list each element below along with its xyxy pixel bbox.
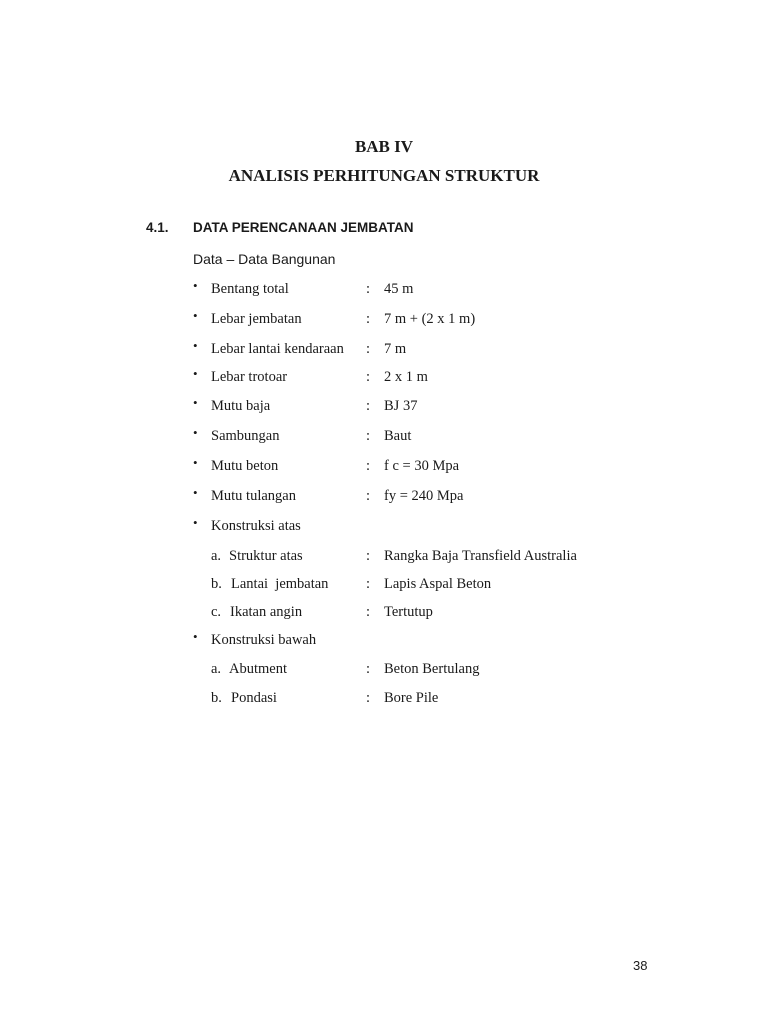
bullet-icon: • (193, 485, 198, 500)
item-value: 7 m + (2 x 1 m) (384, 311, 476, 327)
sub-item-separator: : (366, 690, 371, 706)
subheading: Data – Data Bangunan (193, 251, 336, 267)
sub-item-letter: b. (211, 576, 222, 592)
chapter-title: ANALISIS PERHITUNGAN STRUKTUR (228, 166, 540, 185)
sub-item-label: Struktur atas (229, 548, 303, 564)
bullet-icon: • (193, 338, 198, 353)
item-separator: : (366, 311, 371, 327)
sub-item-separator: : (366, 548, 371, 564)
sub-item-value: Beton Bertulang (384, 661, 480, 677)
item-separator: : (366, 488, 371, 504)
item-value: 45 m (384, 281, 414, 297)
bullet-icon: • (193, 515, 198, 530)
sub-item-letter: a. (211, 548, 222, 564)
item-value: Baut (384, 428, 412, 444)
sub-item-separator: : (366, 576, 371, 592)
item-value: fy = 240 Mpa (384, 488, 464, 504)
item-separator: : (366, 458, 371, 474)
item-separator: : (366, 398, 371, 414)
page-number: 38 (633, 958, 648, 973)
section-number: 4.1. (146, 220, 169, 235)
sub-item-label: Ikatan angin (230, 604, 303, 620)
item-value: 7 m (384, 341, 407, 357)
chapter-label: BAB IV (354, 137, 414, 156)
group-label: Konstruksi atas (211, 518, 301, 534)
sub-item-value: Bore Pile (384, 690, 439, 706)
sub-item-separator: : (366, 661, 371, 677)
sub-item-letter: b. (211, 690, 222, 706)
item-separator: : (366, 428, 371, 444)
item-separator: : (366, 281, 371, 297)
sub-item-label: Pondasi (231, 690, 277, 706)
item-label: Mutu tulangan (211, 488, 296, 504)
bullet-icon: • (193, 366, 198, 381)
sub-item-letter: a. (211, 661, 222, 677)
item-separator: : (366, 341, 371, 357)
item-label: Mutu beton (211, 458, 279, 474)
sub-item-separator: : (366, 604, 371, 620)
section-title: DATA PERENCANAAN JEMBATAN (193, 220, 414, 235)
item-label: Lebar lantai kendaraan (211, 341, 344, 357)
bullet-icon: • (193, 395, 198, 410)
item-label: Lebar trotoar (211, 369, 288, 385)
item-label: Lebar jembatan (211, 311, 302, 327)
bullet-icon: • (193, 278, 198, 293)
sub-item-value: Lapis Aspal Beton (384, 576, 492, 592)
sub-item-letter: c. (211, 604, 222, 620)
sub-item-label: Abutment (229, 661, 287, 677)
bullet-icon: • (193, 425, 198, 440)
item-value: 2 x 1 m (384, 369, 428, 385)
sub-item-value: Rangka Baja Transfield Australia (384, 548, 577, 564)
sub-item-value: Tertutup (384, 604, 433, 620)
bullet-icon: • (193, 308, 198, 323)
bullet-icon: • (193, 455, 198, 470)
item-separator: : (366, 369, 371, 385)
sub-item-label: Lantai jembatan (231, 576, 329, 592)
item-value: BJ 37 (384, 398, 418, 414)
group-label: Konstruksi bawah (211, 632, 317, 648)
item-label: Sambungan (211, 428, 280, 444)
bullet-icon: • (193, 629, 198, 644)
item-value: f c = 30 Mpa (384, 458, 460, 474)
item-label: Mutu baja (211, 398, 271, 414)
item-label: Bentang total (211, 281, 289, 297)
